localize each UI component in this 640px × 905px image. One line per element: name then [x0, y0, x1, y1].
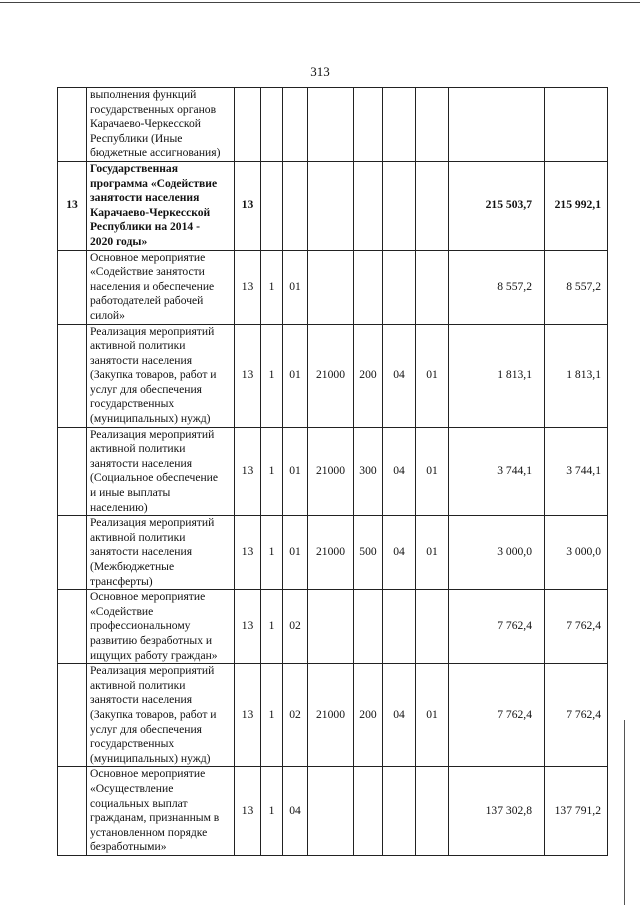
amount-year2-cell: 7 762,4 — [545, 590, 608, 664]
section-cell — [383, 250, 416, 324]
amount-year1-cell: 8 557,2 — [449, 250, 545, 324]
code-measure-cell: 01 — [283, 324, 308, 427]
amount-year2-cell: 7 762,4 — [545, 664, 608, 767]
subsection-cell — [416, 767, 449, 856]
section-cell: 04 — [383, 516, 416, 590]
table-row — [58, 427, 608, 516]
code-program-cell: 13 — [235, 427, 261, 516]
top-border-line — [0, 2, 640, 3]
row-number-cell: 13 — [58, 161, 87, 250]
table-row — [58, 88, 608, 162]
subsection-cell — [416, 590, 449, 664]
expense-type-cell: 300 — [354, 427, 383, 516]
item-name-cell: Основное мероприятие «Осуществление социальных выплат гражданам, признанным в установленном порядке безработными» — [87, 767, 235, 856]
code-program-cell — [235, 88, 261, 162]
code-direction-cell — [308, 590, 354, 664]
code-direction-cell — [308, 767, 354, 856]
amount-year2-cell: 3 744,1 — [545, 427, 608, 516]
expense-type-cell — [354, 250, 383, 324]
code-direction-cell: 21000 — [308, 516, 354, 590]
subsection-cell: 01 — [416, 516, 449, 590]
section-cell — [383, 590, 416, 664]
amount-year2-cell: 3 000,0 — [545, 516, 608, 590]
subsection-cell — [416, 250, 449, 324]
code-direction-cell — [308, 161, 354, 250]
item-name-cell: Реализация мероприятий активной политики занятости населения (Закупка товаров, работ и услуг для обеспечения государственных (муниципальных) нужд) — [87, 664, 235, 767]
code-direction-cell: 21000 — [308, 664, 354, 767]
code-program-cell: 13 — [235, 767, 261, 856]
section-cell: 04 — [383, 664, 416, 767]
code-program-cell: 13 — [235, 250, 261, 324]
code-direction-cell: 21000 — [308, 324, 354, 427]
code-direction-cell — [308, 88, 354, 162]
section-cell — [383, 161, 416, 250]
subsection-cell — [416, 88, 449, 162]
amount-year1-cell: 3 744,1 — [449, 427, 545, 516]
expense-type-cell — [354, 590, 383, 664]
row-number-cell — [58, 767, 87, 856]
code-subprogram-cell: 1 — [261, 250, 283, 324]
subsection-cell — [416, 161, 449, 250]
amount-year1-cell: 1 813,1 — [449, 324, 545, 427]
table-row — [58, 324, 608, 427]
amount-year2-cell: 215 992,1 — [545, 161, 608, 250]
row-number-cell — [58, 590, 87, 664]
item-name-cell: Государственная программа «Содействие занятости населения Карачаево-Черкесской Республики на 2014 - 2020 годы» — [87, 161, 235, 250]
code-program-cell: 13 — [235, 324, 261, 427]
table-row — [58, 250, 608, 324]
code-subprogram-cell: 1 — [261, 767, 283, 856]
code-measure-cell: 01 — [283, 516, 308, 590]
row-number-cell — [58, 250, 87, 324]
row-number-cell — [58, 427, 87, 516]
code-measure-cell — [283, 88, 308, 162]
row-number-cell — [58, 88, 87, 162]
expense-type-cell — [354, 161, 383, 250]
code-measure-cell — [283, 161, 308, 250]
section-cell: 04 — [383, 427, 416, 516]
code-program-cell: 13 — [235, 664, 261, 767]
code-direction-cell — [308, 250, 354, 324]
item-name-cell: Реализация мероприятий активной политики занятости населения (Межбюджетные трансферты) — [87, 516, 235, 590]
item-name-cell: Основное мероприятие «Содействие профессиональному развитию безработных и ищущих работу граждан» — [87, 590, 235, 664]
code-measure-cell: 02 — [283, 664, 308, 767]
amount-year2-cell: 1 813,1 — [545, 324, 608, 427]
expense-type-cell — [354, 88, 383, 162]
amount-year1-cell: 3 000,0 — [449, 516, 545, 590]
code-subprogram-cell: 1 — [261, 516, 283, 590]
subsection-cell: 01 — [416, 664, 449, 767]
item-name-cell: Основное мероприятие «Содействие занятости населения и обеспечение работодателей рабочей силой» — [87, 250, 235, 324]
table-row — [58, 767, 608, 856]
amount-year1-cell — [449, 88, 545, 162]
amount-year2-cell: 137 791,2 — [545, 767, 608, 856]
code-measure-cell: 01 — [283, 427, 308, 516]
item-name-cell: выполнения функций государственных органов Карачаево-Черкесской Республики (Иные бюджетные ассигнования) — [87, 88, 235, 162]
subsection-cell: 01 — [416, 427, 449, 516]
amount-year1-cell: 7 762,4 — [449, 590, 545, 664]
amount-year1-cell: 215 503,7 — [449, 161, 545, 250]
amount-year1-cell: 7 762,4 — [449, 664, 545, 767]
amount-year2-cell — [545, 88, 608, 162]
row-number-cell — [58, 516, 87, 590]
page-edge-line — [624, 720, 625, 905]
code-subprogram-cell: 1 — [261, 664, 283, 767]
expense-type-cell: 500 — [354, 516, 383, 590]
table-row — [58, 590, 608, 664]
code-subprogram-cell — [261, 161, 283, 250]
code-program-cell: 13 — [235, 161, 261, 250]
code-direction-cell: 21000 — [308, 427, 354, 516]
code-measure-cell: 02 — [283, 590, 308, 664]
section-cell — [383, 88, 416, 162]
section-cell: 04 — [383, 324, 416, 427]
row-number-cell — [58, 664, 87, 767]
item-name-cell: Реализация мероприятий активной политики занятости населения (Социальное обеспечение и иные выплаты населению) — [87, 427, 235, 516]
page-number: 313 — [310, 64, 330, 79]
expense-type-cell: 200 — [354, 324, 383, 427]
code-subprogram-cell: 1 — [261, 590, 283, 664]
table-row — [58, 516, 608, 590]
subsection-cell: 01 — [416, 324, 449, 427]
budget-table — [57, 87, 608, 856]
amount-year2-cell: 8 557,2 — [545, 250, 608, 324]
row-number-cell — [58, 324, 87, 427]
code-program-cell: 13 — [235, 590, 261, 664]
table-row — [58, 161, 608, 250]
code-subprogram-cell — [261, 88, 283, 162]
amount-year1-cell: 137 302,8 — [449, 767, 545, 856]
code-program-cell: 13 — [235, 516, 261, 590]
code-measure-cell: 04 — [283, 767, 308, 856]
code-measure-cell: 01 — [283, 250, 308, 324]
expense-type-cell: 200 — [354, 664, 383, 767]
expense-type-cell — [354, 767, 383, 856]
table-row — [58, 664, 608, 767]
code-subprogram-cell: 1 — [261, 427, 283, 516]
code-subprogram-cell: 1 — [261, 324, 283, 427]
section-cell — [383, 767, 416, 856]
item-name-cell: Реализация мероприятий активной политики занятости населения (Закупка товаров, работ и услуг для обеспечения государственных (муниципальных) нужд) — [87, 324, 235, 427]
